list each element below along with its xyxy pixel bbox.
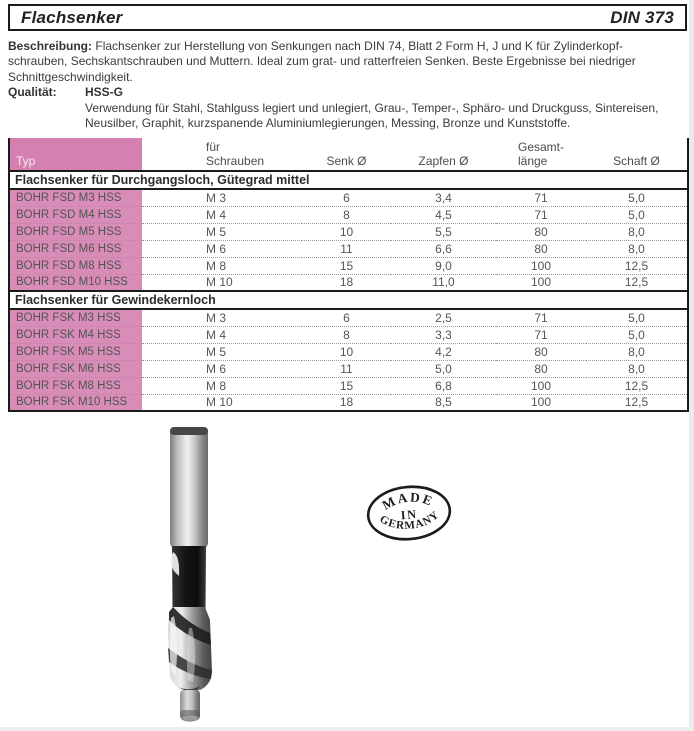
usage-line: Verwendung für Stahl, Stahlguss legiert und unlegiert, Grau-, Temper-, Sphäro- und Druckguss, Sintereisen, — [85, 100, 659, 115]
column-header-zapfen: Zapfen Ø — [418, 154, 469, 168]
value-cell: M 6 — [142, 360, 302, 377]
description-block — [8, 39, 690, 131]
table-section — [9, 291, 688, 411]
table-row — [9, 274, 688, 291]
value-cell: 12,5 — [586, 257, 688, 274]
typ-cell: BOHR FSD M3 HSS — [9, 189, 142, 206]
typ-cell: BOHR FSK M4 HSS — [9, 326, 142, 343]
description-line: Schnittgeschwindigkeit. — [8, 69, 133, 84]
value-cell: 5,0 — [586, 206, 688, 223]
value-cell: 11 — [302, 360, 391, 377]
quality-label: Qualität: — [8, 85, 57, 100]
column-header-schaft: Schaft Ø — [613, 154, 660, 168]
value-cell: 71 — [534, 310, 548, 325]
value-cell: 9,0 — [391, 257, 496, 274]
value-cell: 8,0 — [586, 223, 688, 240]
product-title: Flachsenker — [21, 7, 123, 27]
value-cell: 18 — [302, 274, 391, 291]
table-row — [9, 189, 688, 206]
value-cell: 8,0 — [586, 360, 688, 377]
value-cell: M 4 — [142, 206, 302, 223]
value-cell: M 5 — [142, 223, 302, 240]
column-header-gesamtlaenge: Gesamt- länge — [517, 140, 564, 168]
value-cell: 11,0 — [391, 274, 496, 291]
stamp-line-in: IN — [400, 506, 419, 523]
value-cell: 8,5 — [391, 394, 496, 411]
value-cell: 6 — [343, 310, 350, 325]
value-cell: 4,2 — [391, 343, 496, 360]
typ-cell: BOHR FSK M3 HSS — [9, 309, 142, 326]
value-cell: 2,5 — [435, 310, 452, 325]
value-cell: M 3 — [206, 310, 227, 325]
section-title: Flachsenker für Gewindekernloch — [9, 291, 688, 309]
value-cell: 15 — [302, 257, 391, 274]
value-cell: M 10 — [142, 274, 302, 291]
value-cell: 8 — [302, 326, 391, 343]
value-cell: 6,8 — [391, 377, 496, 394]
value-cell: 5,0 — [628, 190, 645, 205]
typ-cell: BOHR FSD M6 HSS — [9, 240, 142, 257]
table-row — [9, 309, 688, 326]
typ-cell: BOHR FSD M5 HSS — [9, 223, 142, 240]
value-cell: 5,5 — [391, 223, 496, 240]
value-cell: 71 — [496, 326, 586, 343]
value-cell: 3,4 — [435, 190, 452, 205]
page-edge-bottom — [0, 727, 694, 731]
table-row — [9, 343, 688, 360]
value-cell: 4,5 — [391, 206, 496, 223]
value-cell: 5,0 — [391, 360, 496, 377]
value-cell: 80 — [496, 343, 586, 360]
table-row — [9, 206, 688, 223]
value-cell: 12,5 — [586, 394, 688, 411]
value-cell: 80 — [496, 240, 586, 257]
page-header — [8, 4, 687, 31]
value-cell: 10 — [302, 343, 391, 360]
usage-line: Neusilber, Graphit, kurzspanende Aluminiumlegierungen, Messing, Bronze und Kunststoffe. — [85, 116, 571, 131]
value-cell: 71 — [496, 206, 586, 223]
stamp-line-made: MADE — [379, 489, 437, 513]
typ-cell: BOHR FSK M6 HSS — [9, 360, 142, 377]
value-cell: M 6 — [142, 240, 302, 257]
quality-value: HSS-G — [85, 85, 124, 100]
section-title: Flachsenker für Durchgangsloch, Gütegrad mittel — [9, 171, 688, 189]
description-line: schrauben, Sechskantschrauben und Muttern. Ideal zum grat- und ratterfreien Senken. Beste Ergebnisse bei niedriger — [8, 54, 636, 69]
section-title-row — [9, 171, 688, 189]
table-row — [9, 394, 688, 411]
value-cell: 8,0 — [586, 240, 688, 257]
typ-cell: BOHR FSD M10 HSS — [9, 274, 142, 291]
table-row — [9, 240, 688, 257]
value-cell: 80 — [496, 223, 586, 240]
value-cell: 8 — [302, 206, 391, 223]
column-header-schrauben: für Schrauben — [206, 140, 265, 168]
table-row — [9, 360, 688, 377]
value-cell: M 4 — [142, 326, 302, 343]
table-header-row — [9, 138, 688, 171]
table-row — [9, 257, 688, 274]
typ-cell: BOHR FSD M4 HSS — [9, 206, 142, 223]
countersink-tool-image — [140, 424, 260, 726]
value-cell: 100 — [496, 274, 586, 291]
table-row — [9, 377, 688, 394]
table-row — [9, 223, 688, 240]
value-cell: 6 — [343, 190, 350, 205]
din-number: DIN 373 — [610, 7, 674, 27]
spec-table — [8, 138, 689, 412]
value-cell: 3,3 — [391, 326, 496, 343]
section-title-row — [9, 291, 688, 309]
table-row — [9, 326, 688, 343]
value-cell: 11 — [302, 240, 391, 257]
column-header-typ: Typ — [9, 138, 142, 171]
made-in-germany-stamp — [364, 484, 454, 542]
value-cell: M 5 — [142, 343, 302, 360]
stamp-line-germany: GERMANY — [377, 508, 442, 533]
typ-cell: BOHR FSD M8 HSS — [9, 257, 142, 274]
value-cell: M 3 — [206, 190, 227, 205]
value-cell: 18 — [302, 394, 391, 411]
page-edge-right — [689, 0, 694, 731]
description-line: Beschreibung: Flachsenker zur Herstellung von Senkungen nach DIN 74, Blatt 2 Form H, J und K für Zylinderkopf- — [8, 39, 623, 53]
value-cell: 80 — [496, 360, 586, 377]
value-cell: 5,0 — [628, 310, 645, 325]
column-header-senk: Senk Ø — [326, 154, 367, 168]
value-cell: M 8 — [142, 257, 302, 274]
value-cell: 71 — [534, 190, 548, 205]
value-cell: 6,6 — [391, 240, 496, 257]
value-cell: M 8 — [142, 377, 302, 394]
value-cell: 5,0 — [586, 326, 688, 343]
value-cell: 10 — [302, 223, 391, 240]
typ-cell: BOHR FSK M8 HSS — [9, 377, 142, 394]
typ-cell: BOHR FSK M10 HSS — [9, 394, 142, 411]
value-cell: 12,5 — [586, 274, 688, 291]
value-cell: M 10 — [142, 394, 302, 411]
value-cell: 15 — [302, 377, 391, 394]
value-cell: 8,0 — [586, 343, 688, 360]
value-cell: 12,5 — [586, 377, 688, 394]
value-cell: 100 — [496, 257, 586, 274]
value-cell: 100 — [496, 377, 586, 394]
value-cell: 100 — [496, 394, 586, 411]
typ-cell: BOHR FSK M5 HSS — [9, 343, 142, 360]
table-section — [9, 171, 688, 291]
description-label: Beschreibung: — [8, 39, 93, 53]
quality-row — [8, 85, 690, 100]
